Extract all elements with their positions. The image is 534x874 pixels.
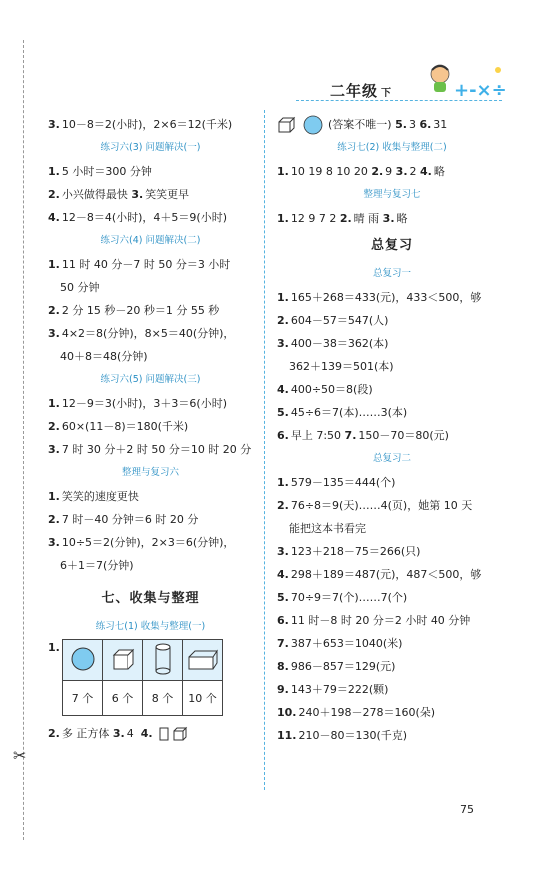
answer-line: 7. 387＋653＝1040(米) — [277, 637, 403, 650]
answer-line: 1. 165＋268＝433(元)，433＜500，够 — [277, 291, 482, 304]
answer-line: 6. 早上 7:50 7. 150－70＝80(元) — [277, 429, 449, 442]
right-column — [277, 113, 507, 747]
section-heading: 练习七(1) 收集与整理(一) — [95, 621, 206, 632]
cut-line — [23, 40, 24, 840]
answer-line: 2. 76÷8＝9(天)……4(页)，她第 10 天 — [277, 499, 473, 512]
section-heading: 整理与复习六 — [121, 467, 179, 478]
answer-line: 50 分钟 — [60, 281, 100, 294]
answer-line: 1. 10 19 8 10 20 2. 9 3. 2 4. 略 — [277, 165, 445, 178]
header-rule — [296, 100, 502, 101]
chapter-title: 总复习 — [370, 238, 413, 253]
section-heading: 练习六(4) 问题解决(二) — [100, 235, 201, 246]
header-decoration-icon — [418, 60, 510, 104]
left-column — [48, 113, 253, 745]
answer-line: 3. 10－8＝2(小时)，2×6＝12(千米) — [48, 118, 233, 131]
answer-line: 5. 45÷6＝7(本)……3(本) — [277, 406, 408, 419]
answer-line: 40＋8＝48(分钟) — [60, 350, 148, 363]
answer-line: 10. 240＋198－278＝160(朵) — [277, 706, 436, 719]
cylinder-icon — [143, 640, 183, 681]
answer-line: 5. 70÷9＝7(个)……7(个) — [277, 591, 408, 604]
answer-line: 4. 400÷50＝8(段) — [277, 383, 373, 396]
section-heading: 总复习一 — [372, 268, 411, 279]
answer-line: 6＋1＝7(分钟) — [60, 559, 134, 572]
page-header-title: 二年级 下 — [330, 82, 393, 100]
section-heading: 练习六(5) 问题解决(三) — [100, 374, 201, 385]
count-cell: 7 个 — [63, 681, 103, 716]
answer-line: 4. 12－8＝4(小时)，4＋5＝9(小时) — [48, 211, 227, 224]
sphere-icon — [63, 640, 103, 681]
section-heading: 整理与复习七 — [363, 189, 421, 200]
answer-line: 362＋139＝501(本) — [289, 360, 394, 373]
answer-line: 3. 7 时 30 分＋2 时 50 分＝10 时 20 分 — [48, 443, 252, 456]
sphere-icon — [301, 114, 325, 136]
answer-line: 2. 604－57＝547(人) — [277, 314, 389, 327]
cylinder-cube-icon — [158, 726, 198, 742]
column-divider — [264, 110, 265, 790]
answer-line: 3. 400－38＝362(本) — [277, 337, 389, 350]
section-heading: 练习七(2) 收集与整理(二) — [337, 142, 447, 153]
answer-line: 2. 7 时－40 分钟＝6 时 20 分 — [48, 513, 199, 526]
scissors-icon: ✂ — [13, 746, 27, 765]
answer-line: 2. 60×(11－8)＝180(千米) — [48, 420, 189, 433]
answer-line: 1. 5 小时＝300 分钟 — [48, 165, 152, 178]
answer-line: 3. 10÷5＝2(分钟)，2×3＝6(分钟)， — [48, 536, 235, 549]
svg-text:+-×÷: +-×÷ — [454, 80, 507, 101]
question-number: 1. — [48, 641, 60, 654]
answer-line: 1. 579－135＝444(个) — [277, 476, 396, 489]
answer-line: (答案不唯一) 5. 3 6. 31 — [277, 113, 507, 136]
answer-line: 2. 多 正方体 3. 4 4. — [48, 722, 253, 745]
answer-line: 1. 12 9 7 2 2. 晴 雨 3. 略 — [277, 212, 408, 225]
chapter-title: 七、收集与整理 — [101, 591, 200, 606]
answer-line: 1. 12－9＝3(小时)，3＋3＝6(小时) — [48, 397, 227, 410]
count-cell: 6 个 — [103, 681, 143, 716]
answer-line: 11. 210－80＝130(千克) — [277, 729, 408, 742]
count-cell: 10 个 — [183, 681, 223, 716]
cuboid-icon — [183, 640, 223, 681]
answer-line: 3. 123＋218－75＝266(只) — [277, 545, 421, 558]
cube-icon — [103, 640, 143, 681]
answer-line: 1. 11 时 40 分－7 时 50 分＝3 小时 — [48, 258, 231, 271]
answer-line: 3. 4×2＝8(分钟)，8×5＝40(分钟)， — [48, 327, 235, 340]
count-cell: 8 个 — [143, 681, 183, 716]
answer-line: 8. 986－857＝129(元) — [277, 660, 396, 673]
answer-line: 4. 298＋189＝487(元)，487＜500，够 — [277, 568, 482, 581]
shape-count-table — [62, 639, 223, 716]
cube-icon — [277, 116, 297, 134]
answer-line: 2. 小兴做得最快 3. 笑笑更早 — [48, 188, 190, 201]
answer-line: 2. 2 分 15 秒－20 秒＝1 分 55 秒 — [48, 304, 220, 317]
section-heading: 总复习二 — [372, 453, 411, 464]
answer-line: 能把这本书看完 — [289, 522, 366, 535]
section-heading: 练习六(3) 问题解决(一) — [100, 142, 201, 153]
answer-line: 6. 11 时－8 时 20 分＝2 小时 40 分钟 — [277, 614, 471, 627]
page-number: 75 — [460, 803, 474, 816]
answer-line: 9. 143＋79＝222(颗) — [277, 683, 389, 696]
answer-line: 1. 笑笑的速度更快 — [48, 490, 139, 503]
